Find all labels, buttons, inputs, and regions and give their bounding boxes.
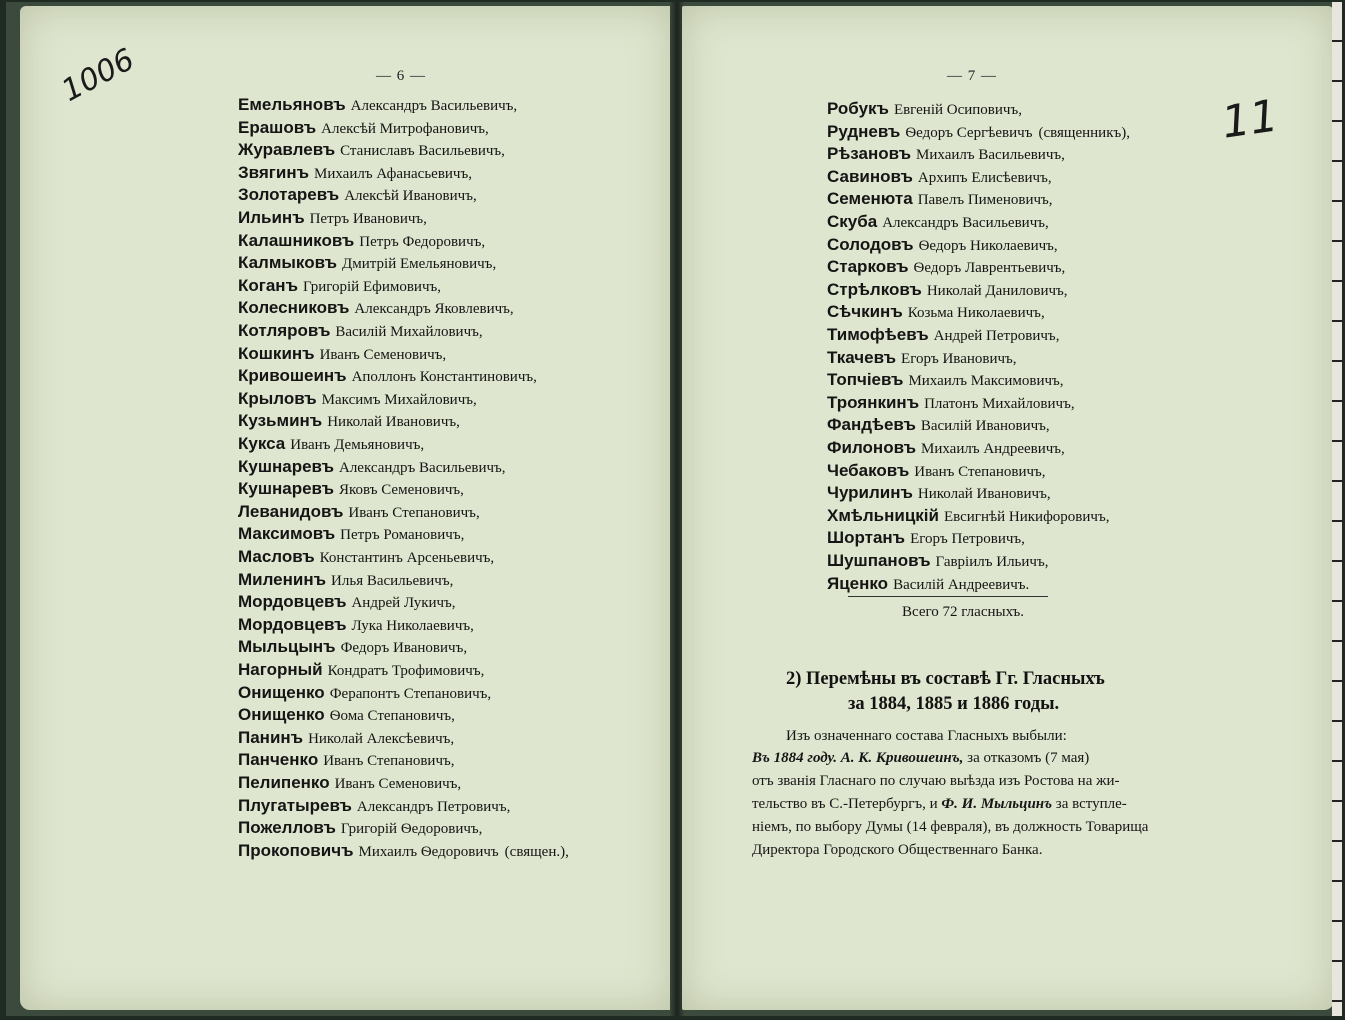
entry-surname: Журавлевъ bbox=[238, 140, 336, 160]
entry-given-names: Павелъ Пименовичъ, bbox=[917, 192, 1053, 209]
name-entry bbox=[238, 683, 491, 703]
entry-given-names: Егоръ Ивановичъ, bbox=[901, 350, 1017, 367]
entry-given-names: Александръ Васильевичъ, bbox=[338, 459, 506, 476]
name-entry bbox=[238, 163, 472, 183]
entry-given-names: Михаилъ Максимовичъ, bbox=[908, 373, 1064, 390]
entry-given-names: Ферапонтъ Степановичъ, bbox=[329, 685, 492, 702]
name-entry bbox=[238, 660, 484, 680]
entry-given-names: Евгеній Осиповичъ, bbox=[893, 102, 1022, 118]
entry-surname: Пелипенко bbox=[238, 773, 330, 792]
name-entry bbox=[238, 570, 453, 590]
name-entry bbox=[827, 461, 1046, 481]
entry-given-names: Михаилъ Андреевичъ, bbox=[921, 441, 1065, 457]
entry-given-names: Евсигнѣй Никифоровичъ, bbox=[943, 508, 1110, 525]
name-entry bbox=[827, 483, 1051, 503]
entry-surname: Скуба bbox=[827, 212, 878, 231]
name-entry bbox=[827, 189, 1053, 209]
entry-given-names: Алексѣй Митрофановичъ, bbox=[321, 120, 489, 137]
entry-surname: Панченко bbox=[238, 750, 319, 770]
entry-given-names: Григорій Ефимовичъ, bbox=[302, 278, 442, 295]
entry-given-names: Гавріилъ Ильичъ, bbox=[935, 554, 1049, 570]
entry-surname: Шушпановъ bbox=[827, 551, 931, 570]
entry-surname: Кушнаревъ bbox=[238, 479, 334, 499]
name-entry bbox=[827, 302, 1045, 322]
entry-surname: Кузьминъ bbox=[238, 411, 323, 431]
paragraph-line-3-text: тельство въ С.-Петербургъ, и bbox=[752, 796, 942, 812]
entry-surname: Золотаревъ bbox=[238, 185, 340, 205]
entry-given-names: Федоръ Ивановичъ, bbox=[340, 640, 468, 657]
name-entry bbox=[827, 167, 1052, 187]
entry-given-names: Алексѣй Ивановичъ, bbox=[344, 188, 477, 205]
name-entry bbox=[827, 235, 1058, 255]
entry-surname: Онищенко bbox=[238, 682, 325, 702]
name-entry bbox=[238, 389, 477, 409]
entry-surname: Стрѣлковъ bbox=[827, 279, 922, 299]
section-heading-line-2: за 1884, 1885 и 1886 годы. bbox=[848, 694, 1060, 714]
left-page-number: — 6 — bbox=[376, 68, 426, 84]
entry-surname: Пожелловъ bbox=[238, 818, 336, 838]
entry-given-names: Василій Ивановичъ, bbox=[920, 418, 1050, 435]
entry-surname: Максимовъ bbox=[238, 524, 336, 544]
entry-surname: Леванидовъ bbox=[238, 501, 344, 521]
entry-surname: Филоновъ bbox=[827, 438, 916, 457]
entry-given-names: Егоръ Петровичъ, bbox=[910, 531, 1025, 548]
name-entry bbox=[238, 298, 514, 318]
book-spread bbox=[6, 2, 1342, 1016]
entry-surname: Крыловъ bbox=[238, 388, 317, 408]
entry-given-names: Григорій Ѳедоровичъ, bbox=[340, 821, 483, 838]
name-entry bbox=[238, 95, 517, 115]
entry-surname: Чурилинъ bbox=[827, 483, 913, 503]
entry-given-names: Лука Николаевичъ, bbox=[351, 617, 474, 634]
entry-given-names: Дмитрій Емельяновичъ, bbox=[342, 256, 497, 273]
name-entry bbox=[238, 411, 460, 431]
entry-surname: Онищенко bbox=[238, 705, 325, 725]
entry-surname: Калашниковъ bbox=[238, 230, 355, 250]
entry-surname: Рѣзановъ bbox=[827, 144, 912, 164]
entry-given-names: Петръ Федоровичъ, bbox=[359, 233, 486, 250]
name-entry bbox=[238, 773, 461, 793]
entry-given-names: Константинъ Арсеньевичъ, bbox=[319, 550, 495, 566]
name-entry bbox=[827, 551, 1048, 571]
name-entry bbox=[238, 796, 510, 816]
left-page bbox=[20, 6, 672, 1010]
entry-surname: Кукса bbox=[238, 434, 286, 453]
entry-given-names: Александръ Яковлевичъ, bbox=[354, 301, 514, 318]
entry-surname: Хмѣльницкій bbox=[827, 505, 939, 525]
entry-surname: Мордовцевъ bbox=[238, 592, 347, 612]
entry-surname: Мордовцевъ bbox=[238, 614, 347, 634]
paragraph-line-1 bbox=[752, 750, 1089, 767]
entry-surname: Рудневъ bbox=[827, 121, 901, 141]
entry-given-names: Архипъ Елисѣевичъ, bbox=[917, 169, 1052, 186]
entry-given-names: Ѳедоръ Лаврентьевичъ, bbox=[913, 260, 1066, 277]
entry-given-names: Андрей Петровичъ, bbox=[933, 328, 1060, 344]
section-heading-line-1: 2) Перемѣны въ составѣ Гг. Гласныхъ bbox=[786, 669, 1105, 689]
name-entry bbox=[827, 506, 1109, 526]
entry-given-names: Александръ Петровичъ, bbox=[356, 798, 511, 815]
entry-surname: Кошкинъ bbox=[238, 343, 315, 363]
paragraph-intro: Изъ означеннаго состава Гласныхъ выбыли: bbox=[786, 728, 1067, 744]
entry-given-names: Платонъ Михайловичъ, bbox=[924, 395, 1075, 412]
name-entry bbox=[827, 122, 1130, 142]
paragraph-line-3-tail: за вступле- bbox=[1052, 796, 1127, 812]
paragraph-line-1-text: за отказомъ (7 мая) bbox=[963, 750, 1090, 766]
total-line: Всего 72 гласныхъ. bbox=[902, 604, 1025, 620]
entry-surname: Мыльцынъ bbox=[238, 637, 336, 657]
entry-surname: Звягинъ bbox=[238, 162, 309, 182]
name-entry bbox=[238, 434, 424, 454]
name-entry bbox=[238, 592, 456, 612]
entry-given-names: Иванъ Степановичъ, bbox=[348, 504, 480, 521]
name-entry bbox=[238, 841, 569, 861]
entry-surname: Кривошеинъ bbox=[238, 366, 347, 386]
entry-given-names: Михаилъ Ѳедоровичъ bbox=[358, 843, 499, 860]
name-entry bbox=[238, 750, 455, 770]
entry-given-names: Максимъ Михайловичъ, bbox=[321, 391, 477, 408]
name-entry bbox=[238, 344, 446, 364]
entry-surname: Ильинъ bbox=[238, 208, 305, 227]
name-entry bbox=[238, 637, 467, 657]
name-entry bbox=[827, 257, 1065, 277]
name-entry bbox=[238, 457, 506, 477]
total-rule bbox=[848, 596, 1048, 597]
paragraph-line-5: Директора Городского Общественнаго Банка. bbox=[752, 842, 1043, 858]
entry-given-names: Александръ Васильевичъ, bbox=[882, 215, 1049, 231]
entry-surname: Солодовъ bbox=[827, 234, 914, 254]
entry-surname: Топчіевъ bbox=[827, 370, 904, 390]
entry-surname: Миленинъ bbox=[238, 569, 327, 589]
entry-given-names: Андрей Лукичъ, bbox=[351, 595, 456, 612]
entry-surname: Колесниковъ bbox=[238, 298, 350, 318]
name-entry bbox=[238, 321, 483, 341]
entry-given-names: Аполлонъ Константиновичъ, bbox=[351, 369, 537, 386]
entry-given-names: Василій Михайловичъ, bbox=[335, 324, 483, 340]
entry-note: (священникъ), bbox=[1038, 124, 1130, 141]
entry-given-names: Петръ Романовичъ, bbox=[340, 527, 465, 544]
entry-given-names: Михаилъ Афанасьевичъ, bbox=[314, 165, 472, 182]
entry-given-names: Станиславъ Васильевичъ, bbox=[340, 143, 505, 160]
entry-surname: Старковъ bbox=[827, 257, 909, 277]
entry-surname: Чебаковъ bbox=[827, 460, 910, 480]
entry-given-names: Николай Алексѣевичъ, bbox=[308, 730, 455, 747]
left-margin-note: 1006 bbox=[56, 42, 141, 109]
entry-given-names: Николай Даниловичъ, bbox=[926, 282, 1068, 299]
entry-given-names: Михаилъ Васильевичъ, bbox=[916, 147, 1065, 164]
name-entry bbox=[238, 185, 477, 205]
right-margin-note: 11 bbox=[1218, 90, 1282, 149]
entry-surname: Ткачевъ bbox=[827, 347, 897, 367]
entry-surname: Сѣчкинъ bbox=[827, 302, 903, 322]
name-entry bbox=[827, 212, 1049, 232]
entry-given-names: Александръ Васильевичъ, bbox=[350, 98, 518, 114]
name-entry bbox=[238, 524, 464, 544]
name-entry bbox=[238, 705, 455, 725]
entry-given-names: Кондратъ Трофимовичъ, bbox=[327, 663, 485, 679]
name-entry bbox=[238, 479, 464, 499]
entry-given-names: Козьма Николаевичъ, bbox=[907, 305, 1045, 322]
name-entry bbox=[827, 574, 1029, 594]
entry-surname: Коганъ bbox=[238, 275, 298, 295]
paragraph-line-3-italic: Ф. И. Мыльцинъ bbox=[941, 796, 1053, 812]
name-entry bbox=[827, 280, 1068, 300]
entry-surname: Емельяновъ bbox=[238, 95, 346, 114]
entry-surname: Тимофѣевъ bbox=[827, 325, 929, 344]
name-entry bbox=[238, 547, 494, 567]
name-entry bbox=[827, 144, 1065, 164]
entry-surname: Троянкинъ bbox=[827, 392, 920, 412]
paragraph-line-3 bbox=[752, 796, 1127, 813]
name-entry bbox=[827, 370, 1064, 390]
entry-given-names: Николай Ивановичъ, bbox=[327, 414, 460, 431]
entry-given-names: Иванъ Степановичъ, bbox=[914, 463, 1046, 480]
entry-surname: Нагорный bbox=[238, 660, 323, 679]
name-entry bbox=[827, 528, 1025, 548]
entry-given-names: Иванъ Семеновичъ, bbox=[334, 776, 462, 792]
entry-note: (священ.), bbox=[504, 843, 569, 860]
name-entry bbox=[827, 348, 1017, 368]
name-entry bbox=[238, 118, 489, 138]
entry-given-names: Иванъ Демьяновичъ, bbox=[290, 437, 425, 453]
entry-given-names: Ѳедоръ Сергѣевичъ bbox=[905, 124, 1033, 141]
entry-given-names: Петръ Ивановичъ, bbox=[309, 211, 427, 227]
entry-surname: Семенюта bbox=[827, 189, 913, 209]
entry-given-names: Василій Андреевичъ. bbox=[893, 576, 1030, 593]
name-entry bbox=[238, 253, 496, 273]
name-entry bbox=[238, 276, 441, 296]
name-entry bbox=[827, 438, 1065, 458]
name-entry bbox=[827, 99, 1022, 119]
entry-surname: Котляровъ bbox=[238, 321, 331, 340]
name-entry bbox=[238, 140, 505, 160]
paragraph-line-1-italic: Въ 1884 году. А. К. Кривошеинъ, bbox=[752, 750, 964, 766]
ruled-sheet-edge bbox=[1332, 2, 1342, 1016]
name-entry bbox=[238, 818, 482, 838]
paragraph-line-4: ніемъ, по выбору Думы (14 февраля), въ должность Товарища bbox=[752, 819, 1149, 835]
name-entry bbox=[238, 615, 474, 635]
entry-given-names: Яковъ Семеновичъ, bbox=[338, 482, 464, 499]
entry-surname: Робукъ bbox=[827, 99, 889, 118]
name-entry bbox=[238, 502, 480, 522]
entry-surname: Шортанъ bbox=[827, 528, 906, 548]
name-entry bbox=[238, 208, 427, 228]
entry-given-names: Иванъ Семеновичъ, bbox=[319, 346, 447, 363]
entry-surname: Ерашовъ bbox=[238, 117, 317, 137]
entry-surname: Кушнаревъ bbox=[238, 456, 334, 476]
entry-surname: Яценко bbox=[827, 573, 889, 593]
entry-given-names: Илья Васильевичъ, bbox=[331, 572, 454, 589]
entry-given-names: Иванъ Степановичъ, bbox=[323, 753, 455, 770]
entry-surname: Панинъ bbox=[238, 727, 304, 747]
entry-given-names: Ѳома Степановичъ, bbox=[329, 708, 455, 725]
paragraph-line-2: отъ званія Гласнаго по случаю выѣзда изъ Ростова на жи- bbox=[752, 773, 1120, 789]
name-entry bbox=[827, 415, 1050, 435]
right-page-number: — 7 — bbox=[947, 68, 997, 84]
name-entry bbox=[238, 728, 454, 748]
name-entry bbox=[827, 325, 1059, 345]
entry-surname: Плугатыревъ bbox=[238, 795, 352, 815]
name-entry bbox=[238, 231, 485, 251]
entry-given-names: Ѳедоръ Николаевичъ, bbox=[918, 237, 1058, 254]
right-page bbox=[682, 6, 1334, 1010]
name-entry bbox=[827, 393, 1075, 413]
entry-given-names: Николай Ивановичъ, bbox=[917, 486, 1051, 503]
entry-surname: Савиновъ bbox=[827, 166, 913, 186]
entry-surname: Фандѣевъ bbox=[827, 415, 916, 435]
entry-surname: Калмыковъ bbox=[238, 253, 338, 273]
entry-surname: Масловъ bbox=[238, 547, 315, 566]
entry-surname: Прокоповичъ bbox=[238, 840, 354, 860]
name-entry bbox=[238, 366, 537, 386]
